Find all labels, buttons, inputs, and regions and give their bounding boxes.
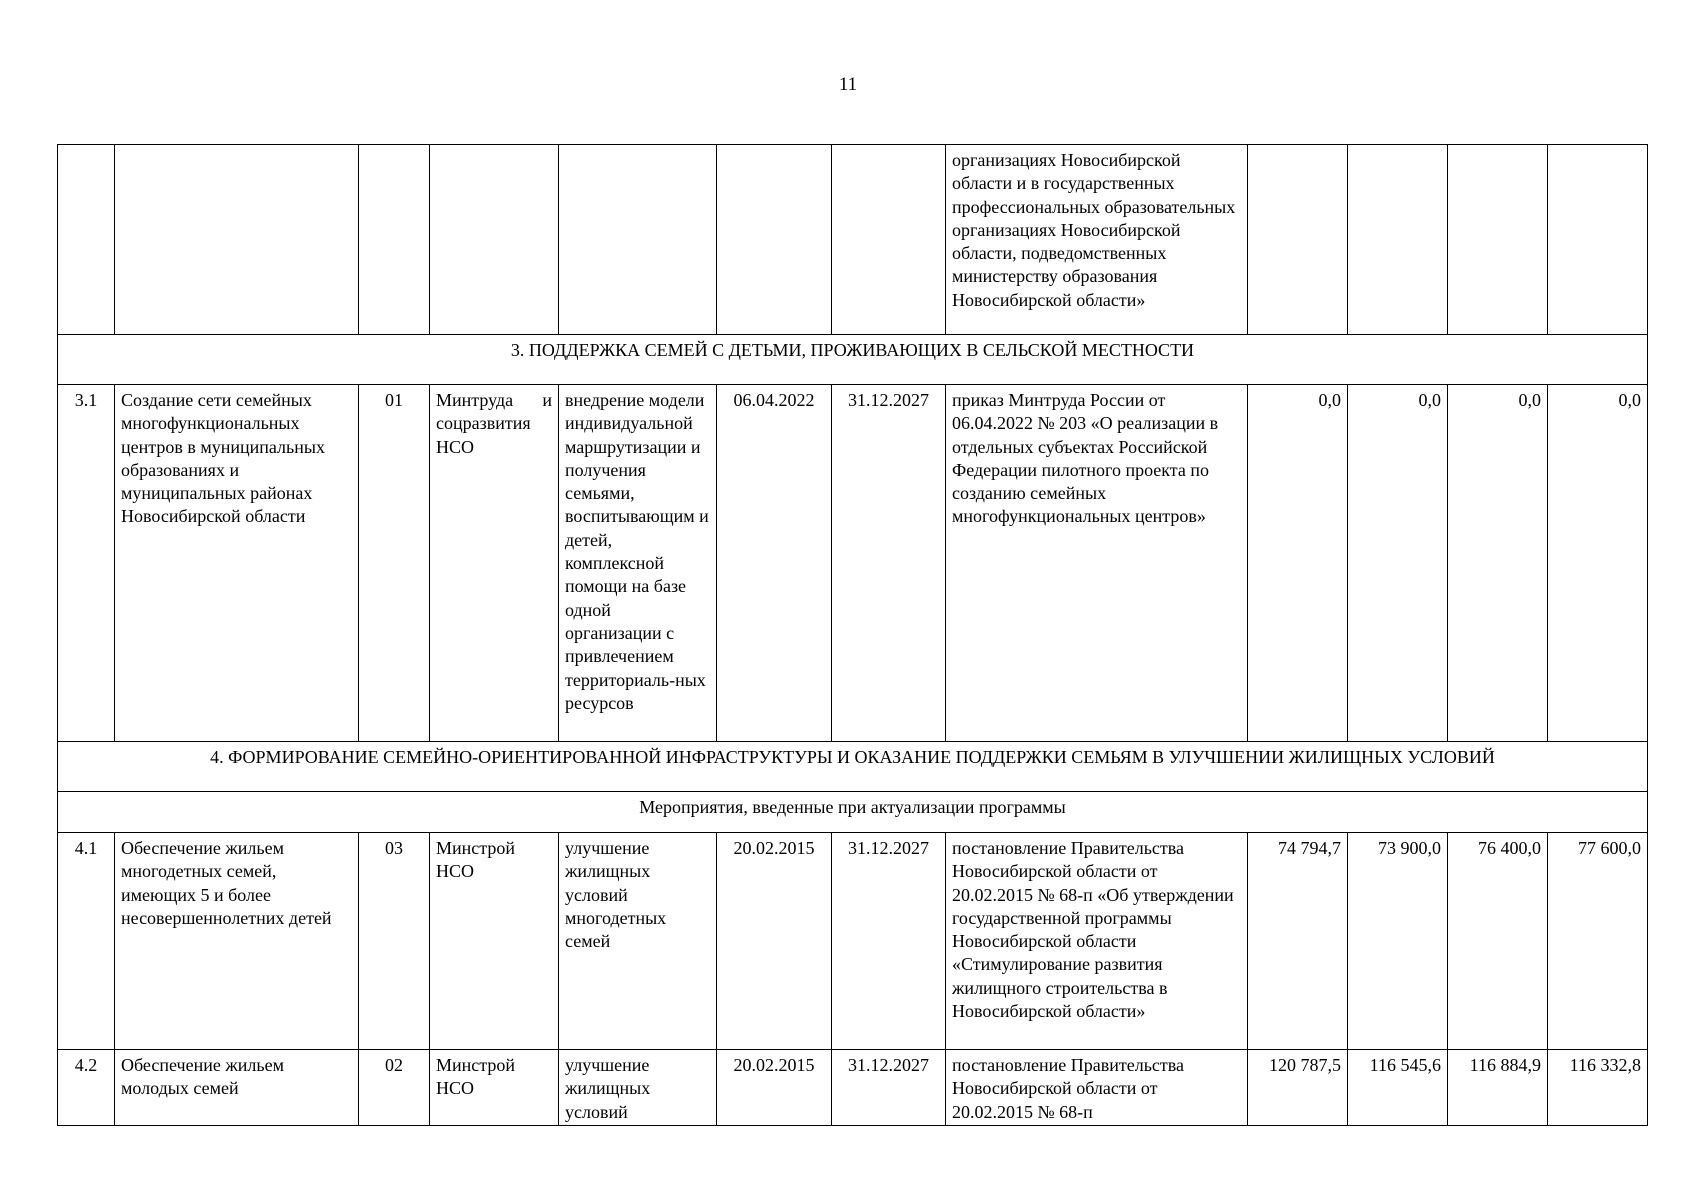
cell-name: Обеспечение жильем молодых семей (115, 1050, 359, 1126)
table-row (58, 1050, 1648, 1126)
cell-value-2: 0,0 (1348, 385, 1448, 742)
cell-value-1: 0,0 (1248, 385, 1348, 742)
cell-num: 4.2 (58, 1050, 115, 1126)
section-4-subtitle: Мероприятия, введенные при актуализации программы (58, 792, 1648, 833)
cell-executor: Минстрой НСО (430, 833, 559, 1050)
cell-name: Обеспечение жильем многодетных семей, имеющих 5 и более несовершеннолетних детей (115, 833, 359, 1050)
cell-executor (430, 145, 559, 335)
cell-num: 3.1 (58, 385, 115, 742)
cell-num (58, 145, 115, 335)
cell-code (359, 145, 430, 335)
cell-num: 4.1 (58, 833, 115, 1050)
table-row (58, 833, 1648, 1050)
cell-value-4: 116 332,8 (1548, 1050, 1648, 1126)
program-measures-table (57, 144, 1648, 1126)
cell-value-3 (1448, 145, 1548, 335)
cell-value-2: 116 545,6 (1348, 1050, 1448, 1126)
page-number: 11 (838, 74, 858, 95)
cell-document: организациях Новосибирской области и в государственных профессиональных образовательных организациях Новосибирской области, подведомственных министерству образования Новосибирской области» (946, 145, 1248, 335)
cell-name: Создание сети семейных многофункциональных центров в муниципальных образованиях и муниципальных районах Новосибирской области (115, 385, 359, 742)
table-row (58, 385, 1648, 742)
cell-value-1 (1248, 145, 1348, 335)
cell-result: внедрение модели индивидуальной маршрутизации и получения семьями, воспитывающим и детей, комплексной помощи на базе одной организации с привлечением территориаль-ных ресурсов (559, 385, 717, 742)
cell-code: 02 (359, 1050, 430, 1126)
cell-document: приказ Минтруда России от 06.04.2022 № 203 «О реализации в отдельных субъектах Российской Федерации пилотного проекта по созданию семейных многофункциональных центров» (946, 385, 1248, 742)
cell-value-1: 120 787,5 (1248, 1050, 1348, 1126)
cell-value-4: 77 600,0 (1548, 833, 1648, 1050)
cell-document: постановление Правительства Новосибирской области от 20.02.2015 № 68-п (946, 1050, 1248, 1126)
cell-end-date: 31.12.2027 (832, 833, 946, 1050)
cell-end-date: 31.12.2027 (832, 1050, 946, 1126)
cell-value-3: 116 884,9 (1448, 1050, 1548, 1126)
cell-executor: Минстрой НСО (430, 1050, 559, 1126)
cell-result (559, 145, 717, 335)
cell-code: 01 (359, 385, 430, 742)
cell-value-1: 74 794,7 (1248, 833, 1348, 1050)
cell-value-3: 76 400,0 (1448, 833, 1548, 1050)
cell-end-date: 31.12.2027 (832, 385, 946, 742)
section-3-title: 3. ПОДДЕРЖКА СЕМЕЙ С ДЕТЬМИ, ПРОЖИВАЮЩИХ В СЕЛЬСКОЙ МЕСТНОСТИ (58, 335, 1648, 385)
cell-document: постановление Правительства Новосибирской области от 20.02.2015 № 68-п «Об утверждении государственной программы Новосибирской области «Стимулирование развития жилищного строительства в Новосибирской области» (946, 833, 1248, 1050)
section-4-title: 4. ФОРМИРОВАНИЕ СЕМЕЙНО-ОРИЕНТИРОВАННОЙ ИНФРАСТРУКТУРЫ И ОКАЗАНИЕ ПОДДЕРЖКИ СЕМЬЯМ В УЛУЧШЕНИИ ЖИЛИЩНЫХ УСЛОВИЙ (58, 742, 1648, 792)
cell-value-2: 73 900,0 (1348, 833, 1448, 1050)
section-header-row (58, 742, 1648, 792)
cell-executor: Минтруда и соцразвития НСО (430, 385, 559, 742)
cell-start-date: 20.02.2015 (717, 1050, 832, 1126)
cell-end-date (832, 145, 946, 335)
cell-start-date: 20.02.2015 (717, 833, 832, 1050)
cell-result: улучшение жилищных условий многодетных семей (559, 833, 717, 1050)
cell-result: улучшение жилищных условий (559, 1050, 717, 1126)
section-header-row (58, 335, 1648, 385)
table-row-continuation (58, 145, 1648, 335)
cell-start-date (717, 145, 832, 335)
cell-value-2 (1348, 145, 1448, 335)
cell-value-4: 0,0 (1548, 385, 1648, 742)
cell-value-4 (1548, 145, 1648, 335)
cell-value-3: 0,0 (1448, 385, 1548, 742)
cell-name (115, 145, 359, 335)
cell-start-date: 06.04.2022 (717, 385, 832, 742)
cell-code: 03 (359, 833, 430, 1050)
subsection-header-row (58, 792, 1648, 833)
